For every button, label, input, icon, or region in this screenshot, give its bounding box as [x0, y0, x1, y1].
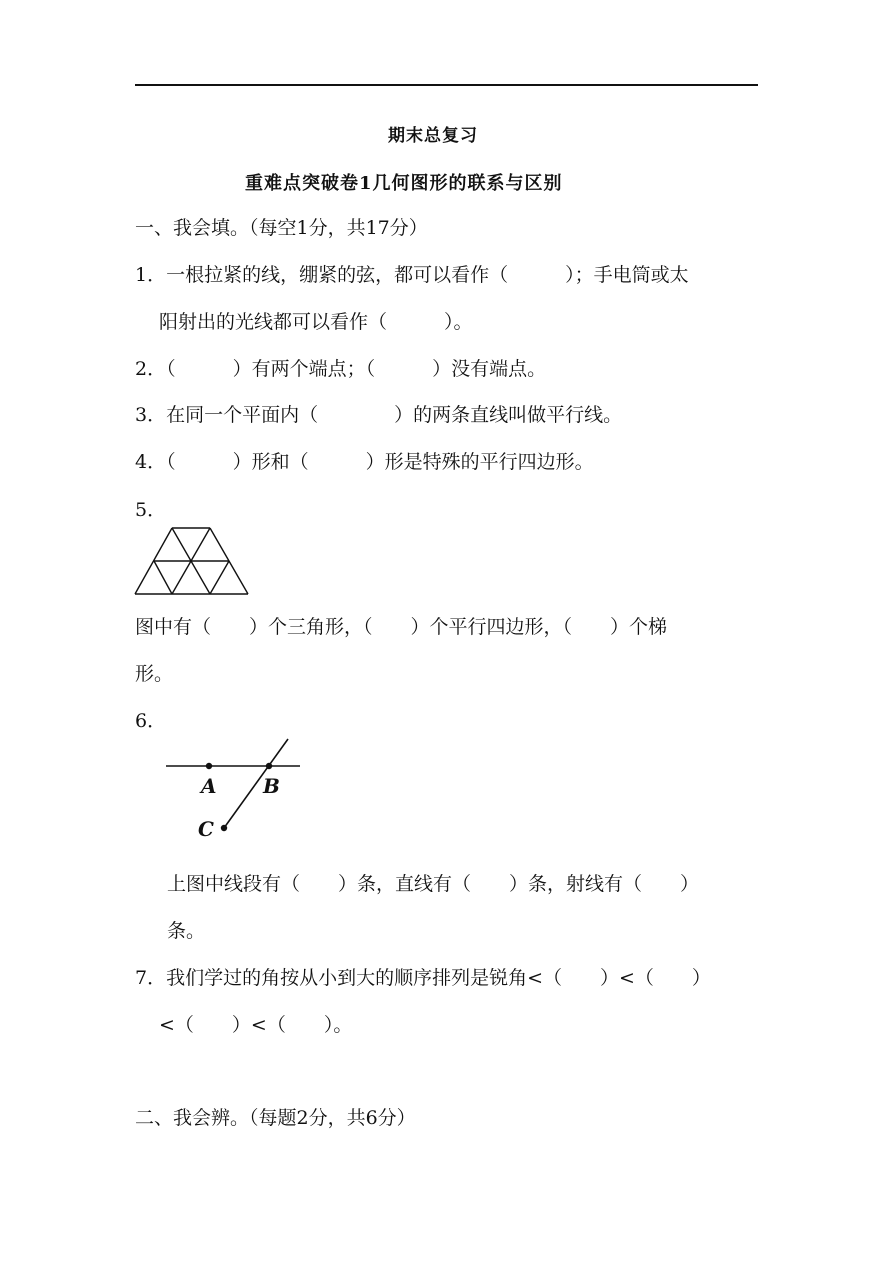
label-a: A — [201, 774, 217, 798]
q4-text: 4．（ ）形和（ ）形是特殊的平行四边形。 — [135, 451, 594, 473]
page-subtitle: 重难点突破卷1几何图形的联系与区别 — [245, 173, 563, 194]
header-rule — [135, 84, 758, 86]
figure-diagonal-4 — [210, 561, 229, 594]
label-c: C — [198, 817, 214, 841]
q1-line1: 1．一根拉紧的线，绷紧的弦，都可以看作（ ）；手电筒或太 — [135, 264, 689, 286]
q6-line1: 上图中线段有（ ）条，直线有（ ）条，射线有（ ） — [167, 873, 700, 895]
q5-line2: 形。 — [135, 663, 174, 685]
q1-line2: 阳射出的光线都可以看作（ ）。 — [159, 311, 473, 333]
q5-line1: 图中有（ ）个三角形，（ ）个平行四边形，（ ）个梯 — [135, 616, 668, 638]
q3-text: 3．在同一个平面内（ ）的两条直线叫做平行线。 — [135, 404, 623, 426]
q7-line1: 7．我们学过的角按从小到大的顺序排列是锐角<（ ）<（ ） — [135, 967, 711, 989]
page-title: 期末总复习 — [388, 126, 478, 146]
point-a — [206, 763, 212, 769]
point-c — [221, 825, 227, 831]
q6-line2: 条。 — [167, 920, 206, 942]
q5-number: 5． — [135, 499, 167, 521]
q2-text: 2．（ ）有两个端点；（ ）没有端点。 — [135, 358, 547, 380]
figure-diagonal-3 — [154, 561, 172, 594]
q7-line2: <（ ）<（ ）。 — [159, 1014, 353, 1036]
label-b: B — [263, 774, 280, 798]
triangle-trapezoid-figure — [134, 527, 250, 597]
point-b — [266, 763, 272, 769]
line-ray-segment-figure — [166, 738, 306, 848]
section1-heading: 一、我会填。（每空1分，共17分） — [135, 217, 428, 239]
q6-number: 6． — [135, 710, 167, 732]
section2-heading: 二、我会辨。（每题2分，共6分） — [135, 1107, 416, 1129]
